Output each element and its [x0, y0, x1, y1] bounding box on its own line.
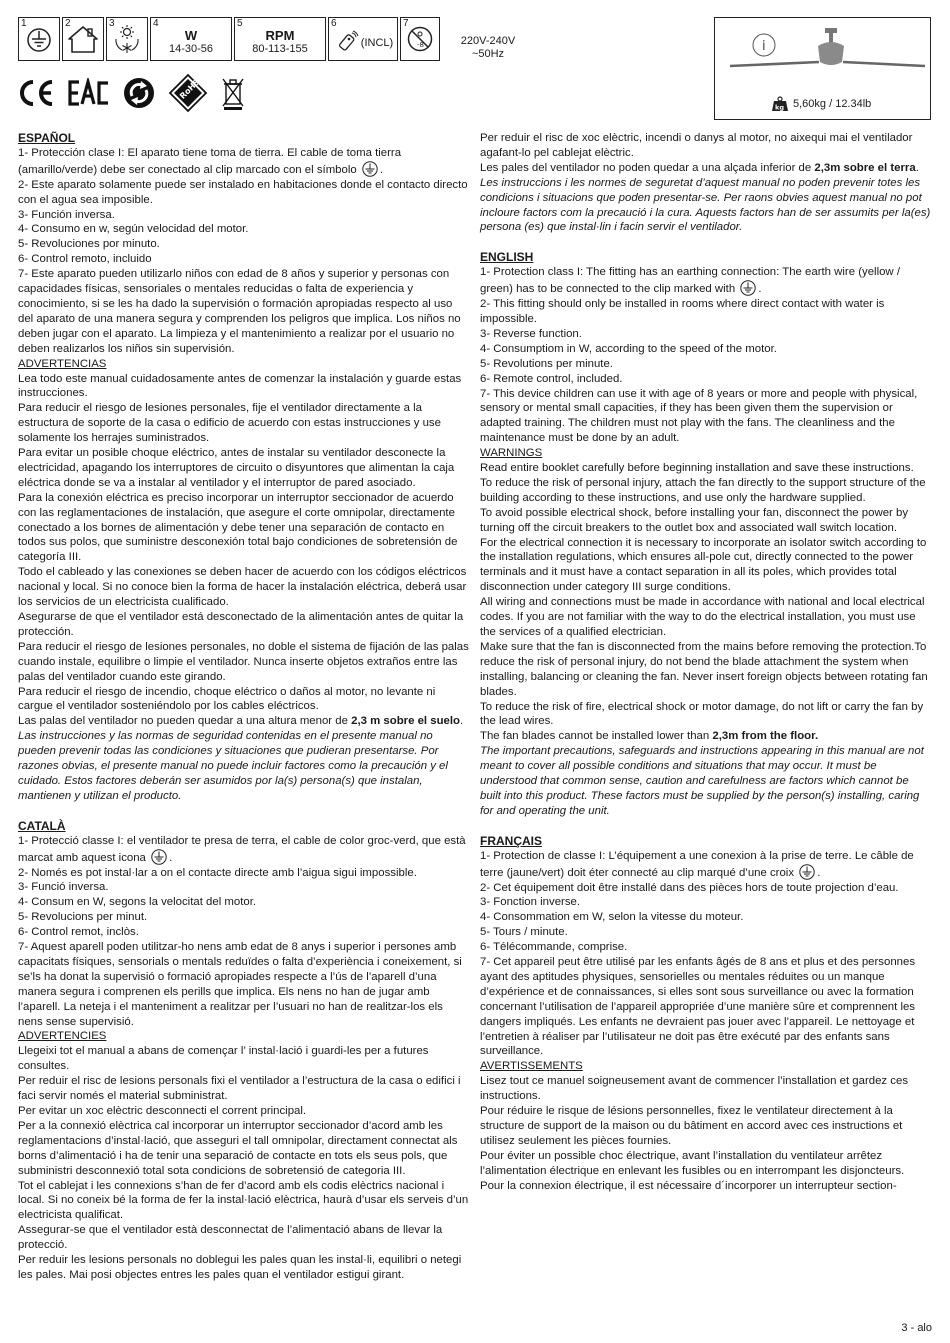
spec-number: 7 — [403, 18, 409, 29]
weight-unit: kg — [775, 103, 784, 112]
french-section — [480, 834, 932, 1194]
power-spec — [169, 29, 213, 56]
text-span: 2,3 m sobre el suelo — [351, 715, 460, 728]
text-line: 6- Télécommande, comprise. — [480, 941, 628, 954]
text-span: 1- Protection de classe I: L’équipement a une conexion à la prise de terre. Le câble de terre (jaune/vert) doit éter connecté au clip marqué d’une croix — [480, 849, 914, 879]
text-line: Per a la connexió elèctrica cal incorporar un interruptor seccionador d’acord amb les reglamentacions d’instal·lació, que asseguri el tall omnipolar, directament connectat als borns d’alimentació i ha de tenir una separació de contacte en tots els seus pols, que subministri desconnexió total sota condicions de sobretensió de categoria III. — [18, 1119, 458, 1177]
text-line: 2- Este aparato solamente puede ser instalado en habitaciones donde el contacto directo con el agua sea imposible. — [18, 178, 468, 206]
spec-number: 2 — [65, 18, 71, 29]
text-span: . — [460, 715, 464, 728]
house-icon — [66, 24, 100, 54]
spec-number: 3 — [109, 18, 115, 29]
text-line: Per reduir el risc de lesions personals fixi el ventilador a l’estructura de la casa o edifici i faci servir només el material subministrat. — [18, 1075, 461, 1103]
disclaimer-english: The important precautions, safeguards and instructions appearing in this manual are not meant to cover all possible conditions and situations that may occur. It must be understood that common sense, caution and carefulness are factors which cannot be built into this product. These factors must be supplied by the person(s) installing, caring for and operating the unit. — [480, 745, 924, 817]
text-line: Para reducir el riesgo de incendio, choque eléctrico o daños al motor, no levante ni cargue el ventilador sosteniéndolo por los cables eléctricos. — [18, 685, 436, 713]
power-label: W — [184, 27, 198, 43]
section-title-catalan: CATALÀ — [18, 818, 66, 833]
text-line: 7- This device children can use it with age of 8 years or more and people with physical, sensory or mental small capacities, if they has been given them the supervision or adapted training. The children must not play with the fans. The cleanliness and the maintenance must be done by an adult. — [480, 387, 918, 445]
text-line: 7- Aquest aparell poden utilitzar-ho nens amb edat de 8 anys i superior i persones amb capacitats físiques, sensorials o mentals reduïdes o falta d’experiència i coneixement, si se’ls ha donat la supervisió o formació apropiades respecte a l’ús de l’aparell d’una manera segura i comprenen els perills que implica. Els nens no han de jugar amb l’aparell. La neteja i el manteniment a realitzar per l’usuari no han de realitzar-los els nens sense supervisió. — [18, 941, 462, 1028]
text-span: 1- Protecció classe I: el ventilador te presa de terra, el cable de color groc-verd, que està marcat amb aquest icona — [18, 834, 466, 864]
text-span: . — [379, 163, 384, 176]
text-line — [480, 161, 932, 176]
text-line: 2- Només es pot instal·lar a on el contacte directe amb l’aigua sigui impossible. — [18, 866, 417, 879]
earth-symbol-icon — [151, 849, 167, 865]
catalan-section-continued — [480, 131, 932, 235]
text-line: 5- Revoluciones por minuto. — [18, 238, 160, 251]
spec-box-indoor — [62, 17, 104, 61]
power-values: 14-30-56 — [168, 42, 214, 55]
text-line: 5- Revolucions per minut. — [18, 911, 148, 924]
summer-winter-icon — [112, 23, 142, 55]
text-line: To reduce the risk of fire, electrical shock or motor damage, do not lift or carry the fan by the lead wires. — [480, 700, 924, 728]
earth-symbol-icon — [740, 280, 756, 296]
text-line: Para la conexión eléctrica es preciso incorporar un interruptor seccionador de acuerdo con las reglamentaciones de instalación, que asegure el corte omnipolar, directamente conectado a los bornes de alimentación y debe tener una separación de contacto en todos sus polos, que suministre desconexión total bajo condiciones de sobretensión de categoría III. — [18, 491, 458, 564]
info-symbol: i — [762, 39, 766, 54]
text-line: 2- This fitting should only be installed in rooms where direct contact with water is impossible. — [480, 298, 885, 325]
text-line: Llegeixi tot el manual a abans de començar l’ instal·lació i guardi-les per a futures consultes. — [18, 1045, 429, 1073]
svg-text:RoHS: RoHS — [178, 77, 202, 101]
disclaimer-spanish: Las instrucciones y las normas de seguridad contenidas en el presente manual no pueden prevenir todas las condiciones y situaciones que pudieran presentarse. Por razones obvias, el presente manual no puede incluir factores como la precaución y el cuidado. Estos factores deberán ser asumidos por la(s) persona(s) que instalan, mantienen y utilizan el producto. — [18, 730, 448, 802]
text-line: Para evitar un posible choque eléctrico, antes de instalar su ventilador desconecte la electricidad, apagando los interruptores de circuito o disyuntores que alimentan la caja eléctrica donde se va a instalar al ventilador y el interruptor de pared asociado. — [18, 447, 455, 489]
warnings-title-catalan: ADVERTENCIES — [18, 1030, 107, 1043]
text-line: Make sure that the fan is disconnected from the mains before removing the protection.To reduce the risk of personal injury, do not bend the blade attachment the system when installing, balancing or cleaning the fan. Never insert foreign objects between rotating fan blades. — [480, 640, 928, 698]
text-line: Assegurar-se que el ventilador està desconnectat de l’alimentació abans de llevar la protecció. — [18, 1224, 443, 1252]
earth-circle-icon — [26, 26, 52, 52]
text-span: . — [915, 161, 919, 174]
text-span: The fan blades cannot be installed lower than — [480, 730, 710, 743]
text-line: 6- Control remot, inclòs. — [18, 926, 139, 939]
weee-bin-icon — [220, 76, 246, 110]
text-line: Todo el cableado y las conexiones se deben hacer de acuerdo con los códigos eléctricos nacional y local. Si no conoce bien la forma de hacer la instalación eléctrica, deberá usar los servicios de un electricista cualificado. — [18, 566, 467, 609]
spec-box-power — [150, 17, 232, 61]
text-line — [480, 265, 932, 297]
text-line: Per evitar un xoc elèctric desconnecti el corrent principal. — [18, 1105, 307, 1117]
text-line: 3- Fonction inverse. — [480, 896, 581, 909]
text-line — [480, 729, 932, 744]
remote-label: (INCL) — [360, 36, 394, 49]
text-line: 5- Tours / minute. — [480, 926, 568, 939]
spec-box-season — [106, 17, 148, 61]
text-line — [18, 146, 470, 178]
warnings-title-french: AVERTISSEMENTS — [480, 1060, 583, 1073]
weight-panel — [714, 17, 931, 120]
frequency: ~50Hz — [471, 48, 505, 60]
text-line: 4- Consumptiom in W, according to the speed of the motor. — [480, 342, 777, 355]
text-line: Per reduir el risc de xoc elèctric, incendi o danys al motor, no aixequi mai el ventilador agafant-lo pel cablejat elèctric. — [480, 132, 913, 159]
ceiling-fan-icon — [725, 24, 925, 74]
voltage-rating — [456, 35, 520, 61]
no-children-icon — [405, 24, 435, 54]
warnings-title-english: WARNINGS — [480, 447, 543, 460]
remote-control-icon — [337, 30, 359, 52]
section-title-french: FRANÇAIS — [480, 833, 542, 848]
recycle-icon — [122, 76, 156, 110]
text-line: Para reducir el riesgo de lesiones personales, no doble el sistema de fijación de las palas cuando instale, equilibre o limpie el ventilador. Nunca inserte objetos extraños entre las palas del ventilador cuando este girando. — [18, 640, 469, 683]
text-line: For the electrical connection it is necessary to incorporate an isolator switch according to the installation regulations, which ensures all-pole cut, directly connected to the power terminals and it must have a contact separation in all its poles, which provides total disconnection under category III surge conditions. — [480, 536, 927, 594]
text-span: 1- Protección clase I: El aparato tiene toma de tierra. El cable de toma tierra (amarillo/verde) debe ser conectado al clip marcado con el símbolo — [18, 146, 402, 176]
earth-symbol-icon — [799, 864, 815, 880]
text-line: 3- Funció inversa. — [18, 881, 109, 894]
earth-symbol-icon — [362, 161, 378, 177]
text-line: Per reduir les lesions personals no doblegui les pales quan les instal·li, equilibri o netegi les pales. Mai posi objectes entres les pales quan el ventilador estigui girant. — [18, 1254, 462, 1281]
text-line: 6- Remote control, included. — [480, 372, 623, 385]
text-span: Les pales del ventilador no poden quedar a una alçada inferior de — [480, 161, 812, 174]
text-line: 7- Cet appareil peut être utilisé par les enfants âgés de 8 ans et plus et des personnes ayant des aptitudes physiques, sensorielles ou mentales réduites ou un manque d’expérience et de connaissances, si elles sont sous surveillance ou avec la formation concernant l’utilisation de l’appareil appropriée d’une manière sûre et comprennent les dangers impliqués. Les enfants ne devraient pas jouer avec l’appareil. Le nettoyage et l’entretien à réaliser par l’utilisateur ne doit pas être exécuté par des enfants sans surveillance. — [480, 956, 916, 1058]
text-line: 3- Reverse function. — [480, 327, 582, 340]
warnings-title-spanish: ADVERTENCIAS — [18, 357, 107, 370]
text-span: . — [817, 866, 821, 879]
english-section — [480, 250, 932, 818]
certification-logos — [18, 70, 258, 116]
spec-box-remote — [328, 17, 398, 61]
text-line: Tot el cablejat i les connexions s’han de fer d’acord amb els codis elèctrics nacional i local. Si no coneix bé la forma de fer la instal·lació elèctrica, haurà d’usar els serveis d’un electricista qualificat. — [18, 1179, 469, 1222]
text-span: 2,3m from the floor. — [712, 730, 819, 743]
text-line: All wiring and connections must be made in accordance with national and local electrical codes. If you are not familiar with the way to do the electrical installation, you must use the services of a qualified electrician. — [480, 596, 925, 638]
text-line: Read entire booklet carefully before beginning installation and save these instructions. — [480, 462, 914, 475]
spec-box-earth — [18, 17, 60, 61]
text-line: 4- Consum en W, segons la velocitat del motor. — [18, 896, 257, 909]
rohs-badge-icon — [168, 73, 208, 113]
text-line — [480, 849, 932, 881]
text-line: Lisez tout ce manuel soigneusement avant de commencer l’installation et gardez ces instructions. — [480, 1075, 909, 1103]
right-column — [480, 131, 932, 1194]
text-line: To avoid possible electrical shock, before installing your fan, disconnect the power by turning off the circuit breakers to the outlet box and associated wall switch location. — [480, 506, 909, 534]
spanish-section — [18, 131, 470, 804]
voltage-range: 220V-240V — [460, 35, 516, 47]
text-line: Para reducir el riesgo de lesiones personales, fije el ventilador directamente a la estructura de soporte de la casa o edificio de acuerdo con estas instrucciones y use solamente los herrajes suministrados. — [18, 402, 441, 445]
ce-mark-icon — [18, 78, 56, 108]
text-line: Pour la connexion électrique, il est nécessaire d´incorporer un interrupteur section- — [480, 1179, 897, 1192]
rpm-spec — [252, 29, 307, 56]
text-line: Pour réduire le risque de lésions personnelles, fixez le ventilateur directement à la structure de support de la maison ou du bâtiment en accord avec ces instructions et utilisez seulement les pièces fournies. — [480, 1105, 903, 1147]
text-line: 6- Control remoto, incluido — [18, 253, 152, 266]
text-span: 1- Protection class I: The fitting has an earthing connection: The earth wire (yellow / green) has to be connected to the clip marked with — [480, 266, 900, 296]
text-line: Pour éviter un possible choc électrique, avant l’installation du ventilateur arrêtez l’alimentation électrique en enlevant les fusibles ou en interrompant les disjoncteurs. — [480, 1149, 905, 1177]
spec-number: 4 — [153, 18, 159, 29]
text-line: 7- Este aparato pueden utilizarlo niños con edad de 8 años y superior y personas con capacidades físicas, sensoriales o mentales reducidas o falta de experiencia y conocimiento, si se les ha dado la supervisión o formación apropiadas respecto al uso del aparato de una manera segura y comprenden los peligros que implica. Los niños no deben jugar con el aparato. La limpieza y el mantenimiento a realizar por el usuario no deben realizarlos los niños sin supervisión. — [18, 268, 461, 355]
text-line: 3- Función inversa. — [18, 208, 115, 221]
text-span: . — [169, 851, 173, 864]
text-line — [18, 834, 470, 866]
spec-number: 5 — [237, 18, 243, 29]
weight-kg-icon — [771, 96, 789, 112]
page-number: 3 - alo — [901, 1322, 932, 1334]
text-line: 4- Consumo en w, según velocidad del motor. — [18, 223, 249, 236]
text-span: . — [758, 283, 762, 296]
catalan-section — [18, 819, 470, 1283]
text-line: Lea todo este manual cuidadosamente antes de comenzar la instalación y guarde estas instrucciones. — [18, 372, 462, 400]
spec-number: 6 — [331, 18, 337, 29]
section-title-english: ENGLISH — [480, 250, 534, 265]
text-line — [18, 714, 470, 729]
text-line: 2- Cet équipement doit être installé dans des pièces hors de toute projection d’eau. — [480, 881, 899, 894]
spec-box-age — [400, 17, 440, 61]
rpm-values: 80-113-155 — [252, 42, 308, 55]
spec-box-rpm — [234, 17, 326, 61]
rpm-label: RPM — [265, 27, 295, 43]
spec-icon-row — [18, 17, 442, 61]
section-title-spanish: ESPAÑOL — [18, 131, 76, 145]
disclaimer-catalan: Les instruccions i les normes de seguretat d’aquest manual no poden prevenir totes les condicions i situacions que poden presentar-se. Per raons obvies aquest manual no pot incloure factors com la precaució i la cura. Aquests factors han de ser assumits per la(es) persona (es) que instal·lin i facin servir el ventilador. — [480, 176, 931, 234]
text-line: 5- Revolutions per minute. — [480, 357, 613, 370]
text-line: To reduce the risk of personal injury, attach the fan directly to the support structure of the building according to these instructions, and use only the hardware supplied. — [480, 476, 926, 504]
text-span: Las palas del ventilador no pueden quedar a una altura menor de — [18, 715, 348, 728]
left-column — [18, 131, 470, 1283]
text-line: 4- Consommation em W, selon la vitesse du moteur. — [480, 911, 744, 924]
text-line: Asegurarse de que el ventilador está desconectado de la alimentación antes de quitar la protección. — [18, 611, 464, 638]
age-limit-label: -8 — [417, 41, 424, 49]
eac-mark-icon — [68, 78, 110, 108]
fan-weight: 5,60kg / 12.34lb — [793, 98, 872, 110]
text-span: 2,3m sobre el terra — [814, 161, 916, 174]
spec-number: 1 — [21, 18, 27, 29]
